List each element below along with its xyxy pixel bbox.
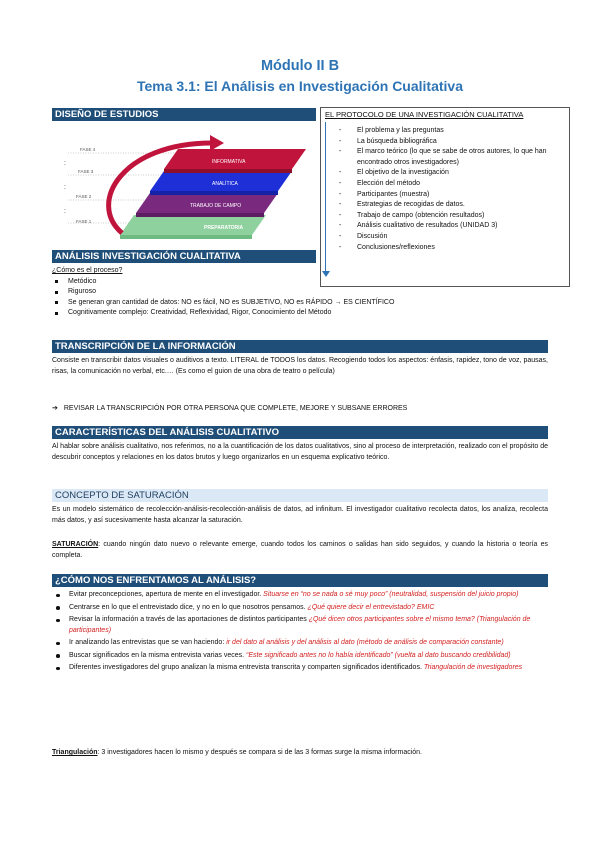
list-item: Buscar significados en la misma entrevista varias veces. “Este significado antes no lo había identificado” (vuelta al dato buscando credibilidad) (52, 651, 548, 662)
svg-text::: : (64, 184, 66, 191)
list-item: Diferentes investigadores del grupo analizan la misma entrevista transcrita y comparten significados identificados. Triangulación de investigadores (52, 663, 548, 674)
saturacion-term: SATURACIÓN (52, 541, 99, 548)
phase-label: FASE 2 (76, 194, 92, 199)
layer-label: INFORMATIVA (212, 159, 246, 165)
list-item: Metódico (52, 277, 552, 288)
layer-label: PREPARATORIA (204, 225, 244, 231)
layer-label: TRABAJO DE CAMPO (190, 203, 242, 209)
list-item: - El objetivo de la investigación (321, 168, 565, 179)
definition-text: : cuando ningún dato nuevo o relevante emerge, cuando todos los caminos o salidas han sido seguidos, y cuando la historia o teoría es completa. (52, 541, 548, 559)
triangulacion-term: Triangulación (52, 749, 98, 756)
svg-text::: : (64, 160, 66, 167)
list-item: Evitar preconcepciones, apertura de mente en el investigador. Situarse en “no se nada o sé muy poco” (neutralidad, suspensión del juicio propio) (52, 590, 548, 601)
list-item: - Estrategias de recogidas de datos. (321, 200, 565, 211)
protocolo-list (321, 126, 565, 253)
saturacion-header: CONCEPTO DE SATURACIÓN (52, 489, 548, 502)
enfrentamos-header: ¿CÓMO NOS ENFRENTAMOS AL ANÁLISIS? (52, 574, 548, 587)
module-title: Módulo II B (260, 58, 340, 74)
phases-diagram (52, 123, 316, 245)
list-item: - Conclusiones/reflexiones (321, 243, 565, 254)
caracteristicas-header: CARACTERÍSTICAS DEL ANÁLISIS CUALITATIVO (52, 426, 548, 439)
analisis-header: ANÁLISIS INVESTIGACIÓN CUALITATIVA (52, 250, 316, 263)
list-item: - Análisis cualitativo de resultados (UNIDAD 3) (321, 221, 565, 232)
saturacion-text: Es un modelo sistemático de recolección-análisis-recolección-análisis de datos, ad infinitum. El investigador cualitativo recolecta datos, los analiza, recolecta más datos, y así sucesivamente hasta alcanzar la saturación. (52, 506, 548, 524)
analisis-question: ¿Cómo es el proceso? (52, 267, 123, 274)
layer-label: ANALÍTICA (212, 181, 238, 187)
phases-diagram-svg (52, 123, 316, 245)
list-item: Centrarse en lo que el entrevistado dice, y no en lo que nosotros pensamos. ¿Qué quiere decir el entrevistado? EMIC (52, 603, 548, 614)
triangulacion-text: : 3 investigadores hacen lo mismo y después se compara si de las 3 formas surge la misma información. (97, 749, 422, 756)
list-item: - Trabajo de campo (obtención resultados) (321, 211, 565, 222)
analisis-block (52, 266, 552, 319)
phase-label: FASE 3 (78, 169, 94, 174)
list-item: Ir analizando las entrevistas que se van haciendo: ir del dato al análisis y del análisis al dato (método de análisis de comparación constante) (52, 638, 548, 649)
layer-preparatoria (120, 215, 266, 235)
list-item: Cognitivamente complejo: Creatividad, Reflexividad, Rigor, Conocimiento del Método (52, 308, 552, 319)
transcripcion-text: Consiste en transcribir datos visuales o auditivos a texto. LITERAL de TODOS los datos. Recogiendo todos los aspectos: énfasis, rapidez, tono de voz, pausas, risas, la comunicación no verbal, etc.… (Es como el guion de una obra de teatro o película) (52, 357, 548, 375)
enfrentamos-list (52, 590, 548, 676)
list-item: - El problema y las preguntas (321, 126, 565, 137)
phase-label: FASE 4 (80, 147, 96, 152)
topic-title: Tema 3.1: El Análisis en Investigación Cualitativa (137, 78, 463, 94)
caracteristicas-text: Al hablar sobre análisis cualitativo, nos referimos, no a la cuantificación de los datos cualitativos, sino al proceso de interpretación, realizado con el propósito de descubrir conceptos y relaciones en los datos brutos y luego organizarlos en un esquema explicativo teórico. (52, 443, 548, 461)
list-item: - El marco teórico (lo que se sabe de otros autores, lo que han encontrado otros investigadores) (321, 147, 565, 168)
list-item: - Participantes (muestra) (321, 190, 565, 201)
saturacion-definition (52, 540, 548, 561)
protocolo-box (320, 107, 570, 287)
transcripcion-note (52, 404, 548, 415)
analisis-list (52, 277, 552, 319)
list-item: Riguroso (52, 287, 552, 298)
arrow-right-icon: ➔ (52, 405, 58, 412)
phase-label: FASE 1 (76, 219, 92, 224)
list-item: - La búsqueda bibliográfica (321, 137, 565, 148)
list-item: Se generan gran cantidad de datos: NO es fácil, NO es SUBJETIVO, NO es RÁPIDO → ES CIENTÍFICO (52, 298, 552, 309)
diseno-header: DISEÑO DE ESTUDIOS (52, 108, 316, 121)
list-item: Revisar la información a través de las aportaciones de distintos participantes ¿Qué dicen otros participantes sobre el mismo tema? (Triangulación de participantes) (52, 615, 548, 636)
triangulacion-line (52, 748, 548, 759)
protocolo-header: EL PROTOCOLO DE UNA INVESTIGACIÓN CUALITATIVA (325, 110, 524, 119)
arrow-head-icon (210, 135, 224, 151)
list-item: - Elección del método (321, 179, 565, 190)
transcripcion-header: TRANSCRIPCIÓN DE LA INFORMACIÓN (52, 340, 548, 353)
list-item: - Discusión (321, 232, 565, 243)
svg-text::: : (64, 208, 66, 215)
note-text: REVISAR LA TRANSCRIPCIÓN POR OTRA PERSONA QUE COMPLETE, MEJORE Y SUBSANE ERRORES (63, 405, 408, 412)
